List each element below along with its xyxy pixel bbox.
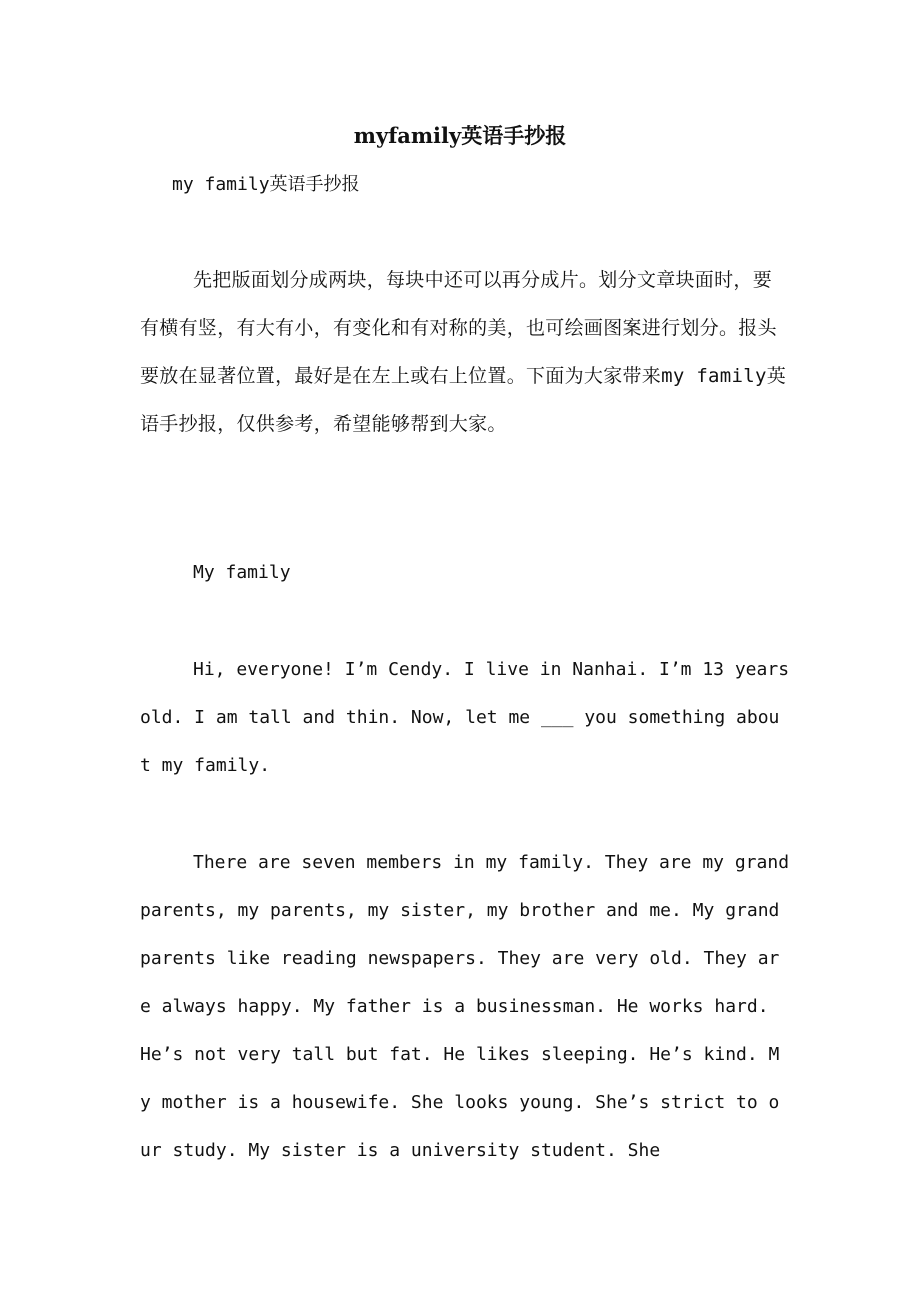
essay-paragraph-intro: Hi, everyone! I’m Cendy. I live in Nanhai. I’m 13 years old. I am tall and thin. Now, let me ___ you something about my family. bbox=[140, 659, 790, 776]
essay-heading: My family bbox=[193, 562, 291, 583]
essay-paragraph-members: There are seven members in my family. They are my grandparents, my parents, my sister, my brother and me. My grandparents like reading newspapers. They are very old. They are always happy. My father is a businessman. He works hard. He’s not very tall but fat. He likes sleeping. He’s kind. My mother is a housewife. She looks young. She’s strict to our study. My sister is a university student. She bbox=[140, 852, 790, 1161]
document-title: myfamily英语手抄报 bbox=[353, 123, 567, 148]
intro-paragraph: 先把版面划分成两块，每块中还可以再分成片。划分文章块面时，要有横有竖，有大有小，有变化和有对称的美，也可绘画图案进行划分。报头要放在显著位置，最好是在左上或右上位置。下面为大家带来my family英语手抄报，仅供参考，希望能够帮到大家。 bbox=[140, 269, 787, 435]
document-subtitle: my family英语手抄报 bbox=[172, 174, 360, 195]
